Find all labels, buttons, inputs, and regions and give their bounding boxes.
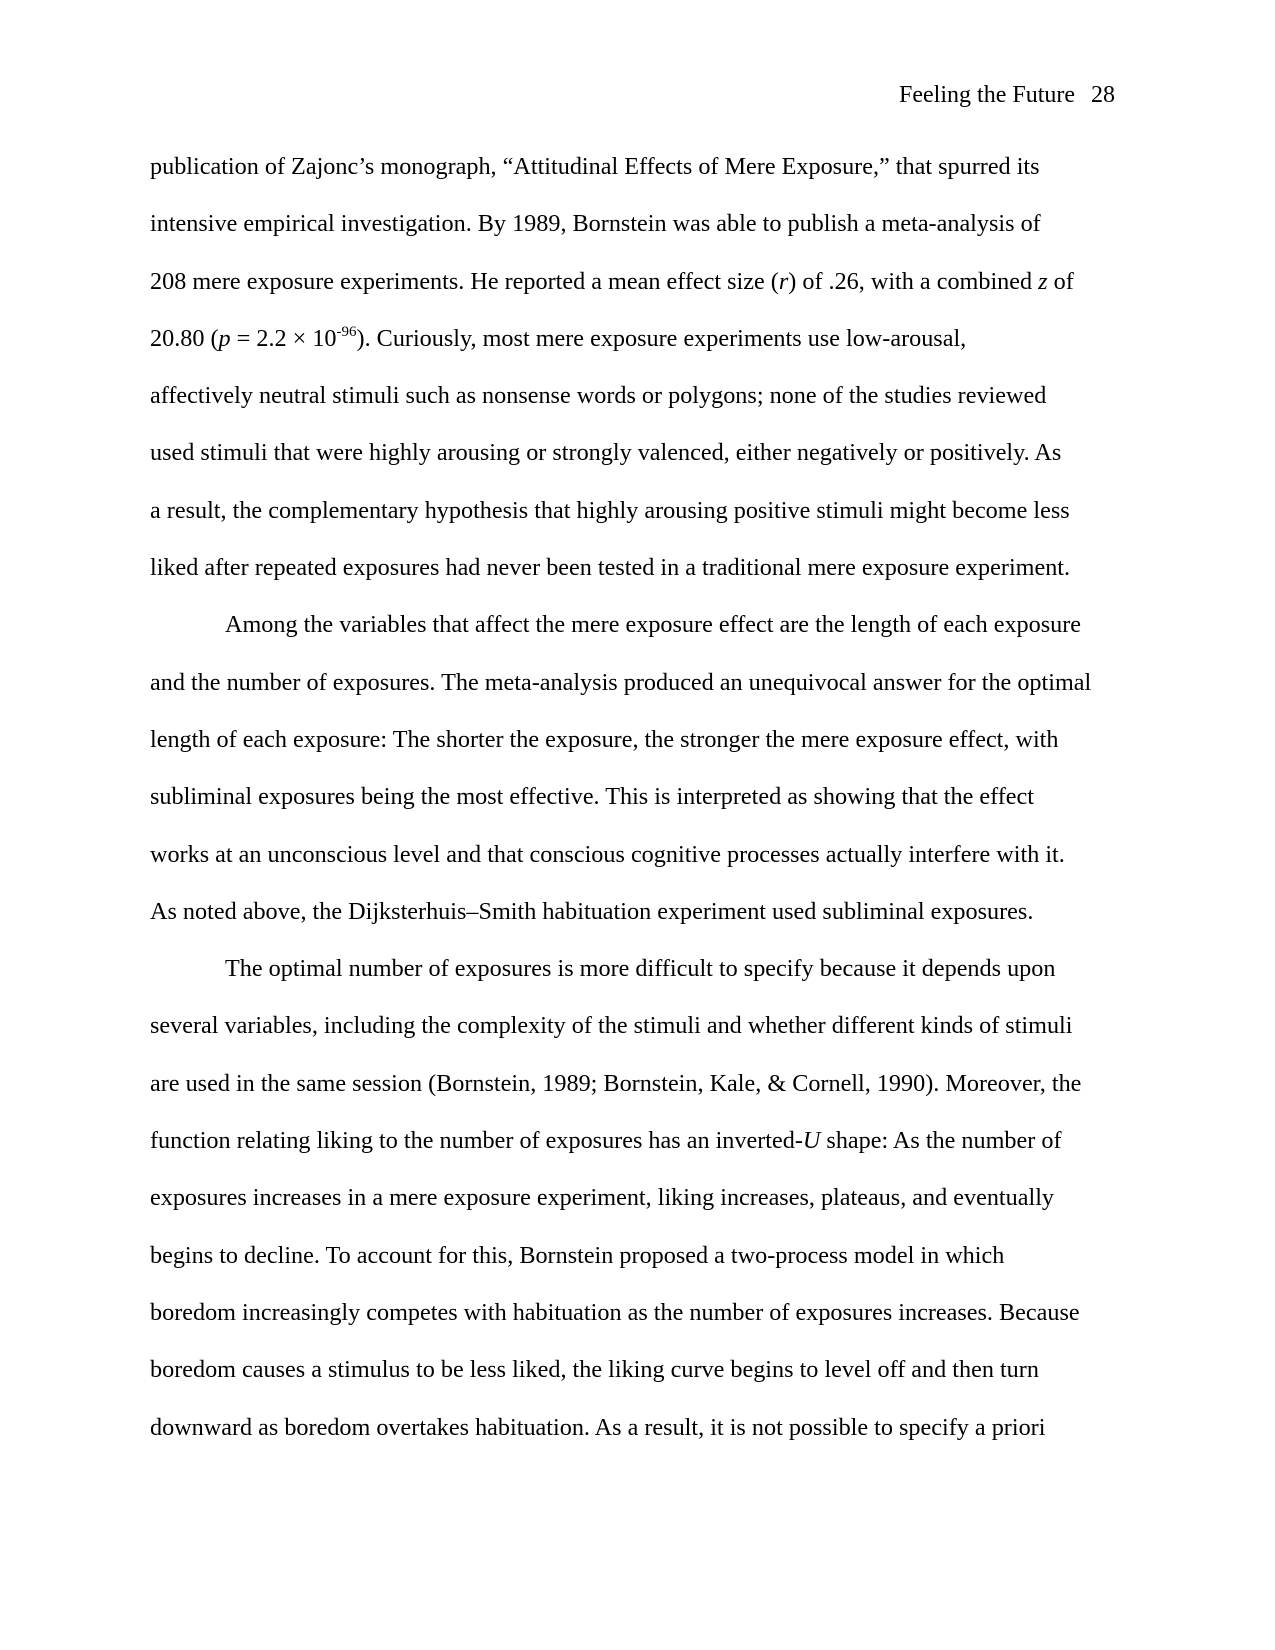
running-head [899, 80, 1115, 110]
text-run: ). Curiously, most mere exposure experiments use low-arousal, [356, 324, 967, 352]
text-line: publication of Zajonc’s monograph, “Attitudinal Effects of Mere Exposure,” that spurred its [150, 153, 1040, 180]
text-line: boredom increasingly competes with habituation as the number of exposures increases. Because [150, 1298, 1080, 1326]
italic-z: z [1038, 267, 1048, 295]
text-line: affectively neutral stimuli such as nonsense words or polygons; none of the studies reviewed [150, 382, 1047, 410]
text-run: 208 mere exposure experiments. He reported a mean effect size ( [150, 267, 779, 295]
text-line: As noted above, the Dijksterhuis–Smith habituation experiment used subliminal exposures. [150, 897, 1034, 925]
text-line [150, 253, 1150, 310]
text-line: and the number of exposures. The meta-analysis produced an unequivocal answer for the optimal [150, 668, 1092, 696]
text-line: subliminal exposures being the most effective. This is interpreted as showing that the effect [150, 783, 1034, 811]
italic-r: r [778, 267, 789, 295]
italic-u: U [802, 1127, 821, 1155]
text-line: begins to decline. To account for this, Bornstein proposed a two-process model in which [150, 1241, 1005, 1269]
paragraph-2 [150, 596, 1150, 940]
text-run: = 2.2 × 10 [230, 324, 337, 352]
text-line: a result, the complementary hypothesis that highly arousing positive stimuli might become less [150, 496, 1070, 524]
italic-p: p [218, 324, 231, 352]
text-line: downward as boredom overtakes habituation. As a result, it is not possible to specify a priori [150, 1413, 1046, 1441]
body-text [150, 138, 1150, 1456]
running-head-title: Feeling the Future [899, 82, 1075, 108]
text-line: exposures increases in a mere exposure experiment, liking increases, plateaus, and eventually [150, 1184, 1055, 1212]
text-line: Among the variables that affect the mere exposure effect are the length of each exposure [225, 611, 1082, 639]
paragraph-1 [150, 138, 1150, 596]
text-line: The optimal number of exposures is more difficult to specify because it depends upon [225, 955, 1056, 983]
exponent: -96 [336, 323, 357, 340]
text-line: several variables, including the complexity of the stimuli and whether different kinds of stimuli [150, 1012, 1073, 1040]
text-line [150, 1112, 1150, 1169]
text-line: liked after repeated exposures had never been tested in a traditional mere exposure experiment. [150, 554, 1071, 582]
text-line: are used in the same session (Bornstein, 1989; Bornstein, Kale, & Cornell, 1990). Moreover, the [150, 1069, 1082, 1097]
text-line: used stimuli that were highly arousing or strongly valenced, either negatively or positively. As [150, 439, 1062, 467]
page-number: 28 [1091, 82, 1115, 108]
text-run: of [1047, 267, 1074, 295]
text-line [150, 310, 1150, 367]
text-line: boredom causes a stimulus to be less liked, the liking curve begins to level off and then turn [150, 1356, 1039, 1384]
text-run: 20.80 ( [150, 324, 219, 352]
paragraph-3 [150, 940, 1150, 1456]
text-line: length of each exposure: The shorter the exposure, the stronger the mere exposure effect, with [150, 725, 1059, 753]
text-line: works at an unconscious level and that conscious cognitive processes actually interfere with it. [150, 840, 1065, 868]
text-run: shape: As the number of [820, 1127, 1062, 1155]
text-run: ) of .26, with a combined [788, 267, 1039, 295]
text-run: function relating liking to the number of exposures has an inverted- [150, 1127, 803, 1155]
text-line: intensive empirical investigation. By 1989, Bornstein was able to publish a meta-analysis of [150, 210, 1041, 238]
